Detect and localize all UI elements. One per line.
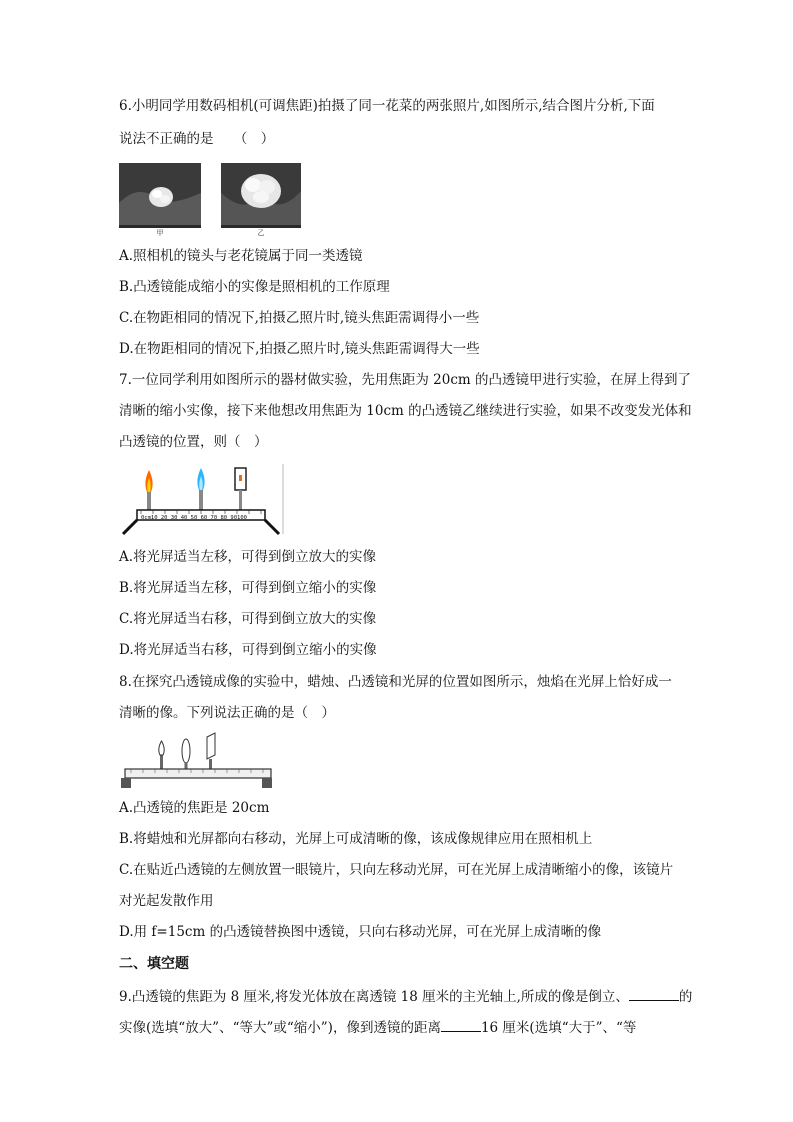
candle-lens-screen-diagram	[119, 731, 274, 791]
q6-stem-line2: 说法不正确的是 （ ）	[119, 131, 275, 147]
q9-line2-tail: 16 厘米(选填“大于”、“等	[480, 1020, 637, 1036]
cauliflower-large-image	[221, 163, 301, 225]
q9-line1-tail: 的	[678, 989, 693, 1005]
q8-stem-line2: 清晰的像。下列说法正确的是（ ）	[119, 705, 335, 721]
q9-line2	[119, 1017, 636, 1038]
q6-option-d: D.在物距相同的情况下,拍摄乙照片时,镜头焦距需调得大一些	[119, 341, 480, 357]
bench-scale-label: 0cm10 20 30 40 50 60 70 80 90100	[141, 515, 247, 521]
q7-option-a: A.将光屏适当左移，可得到倒立放大的实像	[119, 549, 377, 565]
photo-jia-label: 甲	[119, 228, 201, 236]
q9-blank-2[interactable]	[441, 1017, 481, 1032]
section-title-fill-in: 二、填空题	[119, 956, 189, 972]
q8-stem-line1: 8.在探究凸透镜成像的实验中，蜡烛、凸透镜和光屏的位置如图所示，烛焰在光屏上恰好成一	[119, 674, 672, 690]
photo-jia	[119, 163, 201, 236]
q9-line2-text: 实像(选填“放大”、“等大”或“缩小”)，像到透镜的距离	[119, 1020, 441, 1036]
photo-yi	[221, 163, 301, 236]
q9-line1-text: 9.凸透镜的焦距为 8 厘米,将发光体放在离透镜 18 厘米的主光轴上,所成的像是倒立、	[119, 989, 629, 1005]
optical-bench-figure-q7	[119, 464, 285, 536]
q6-option-a: A.照相机的镜头与老花镜属于同一类透镜	[119, 248, 363, 264]
q7-option-c: C.将光屏适当右移，可得到倒立放大的实像	[119, 611, 377, 627]
q7-stem-line3: 凸透镜的位置，则（ ）	[119, 434, 268, 450]
q9-blank-1[interactable]	[629, 986, 679, 1001]
optical-bench-diagram	[119, 464, 285, 536]
q8-option-c-line2: 对光起发散作用	[119, 893, 214, 909]
cauliflower-small-image	[119, 163, 201, 225]
q6-option-b: B.凸透镜能成缩小的实像是照相机的工作原理	[119, 279, 390, 295]
q7-stem-line1: 7.一位同学利用如图所示的器材做实验，先用焦距为 20cm 的凸透镜甲进行实验，在屏上得到了	[119, 372, 692, 388]
q8-option-a: A.凸透镜的焦距是 20cm	[119, 800, 270, 816]
q8-option-c-line1: C.在贴近凸透镜的左侧放置一眼镜片，只向左移动光屏，可在光屏上成清晰缩小的像，该镜片	[119, 862, 674, 878]
q7-option-b: B.将光屏适当左移，可得到倒立缩小的实像	[119, 580, 377, 596]
q8-option-b: B.将蜡烛和光屏都向右移动，光屏上可成清晰的像，该成像规律应用在照相机上	[119, 831, 593, 847]
q7-stem-line2: 清晰的缩小实像，接下来他想改用焦距为 10cm 的凸透镜乙继续进行实验，如果不改变发光体和	[119, 403, 692, 419]
q8-option-d: D.用 f=15cm 的凸透镜替换图中透镜，只向右移动光屏，可在光屏上成清晰的像	[119, 924, 602, 940]
photo-yi-label: 乙	[221, 228, 301, 236]
optical-bench-figure-q8	[119, 731, 274, 791]
q6-option-c: C.在物距相同的情况下,拍摄乙照片时,镜头焦距需调得小一些	[119, 310, 480, 326]
q9-line1	[119, 986, 692, 1007]
q7-option-d: D.将光屏适当右移，可得到倒立缩小的实像	[119, 642, 377, 658]
q6-stem-line1: 6.小明同学用数码相机(可调焦距)拍摄了同一花菜的两张照片,如图所示,结合图片分析,下面	[119, 98, 655, 114]
